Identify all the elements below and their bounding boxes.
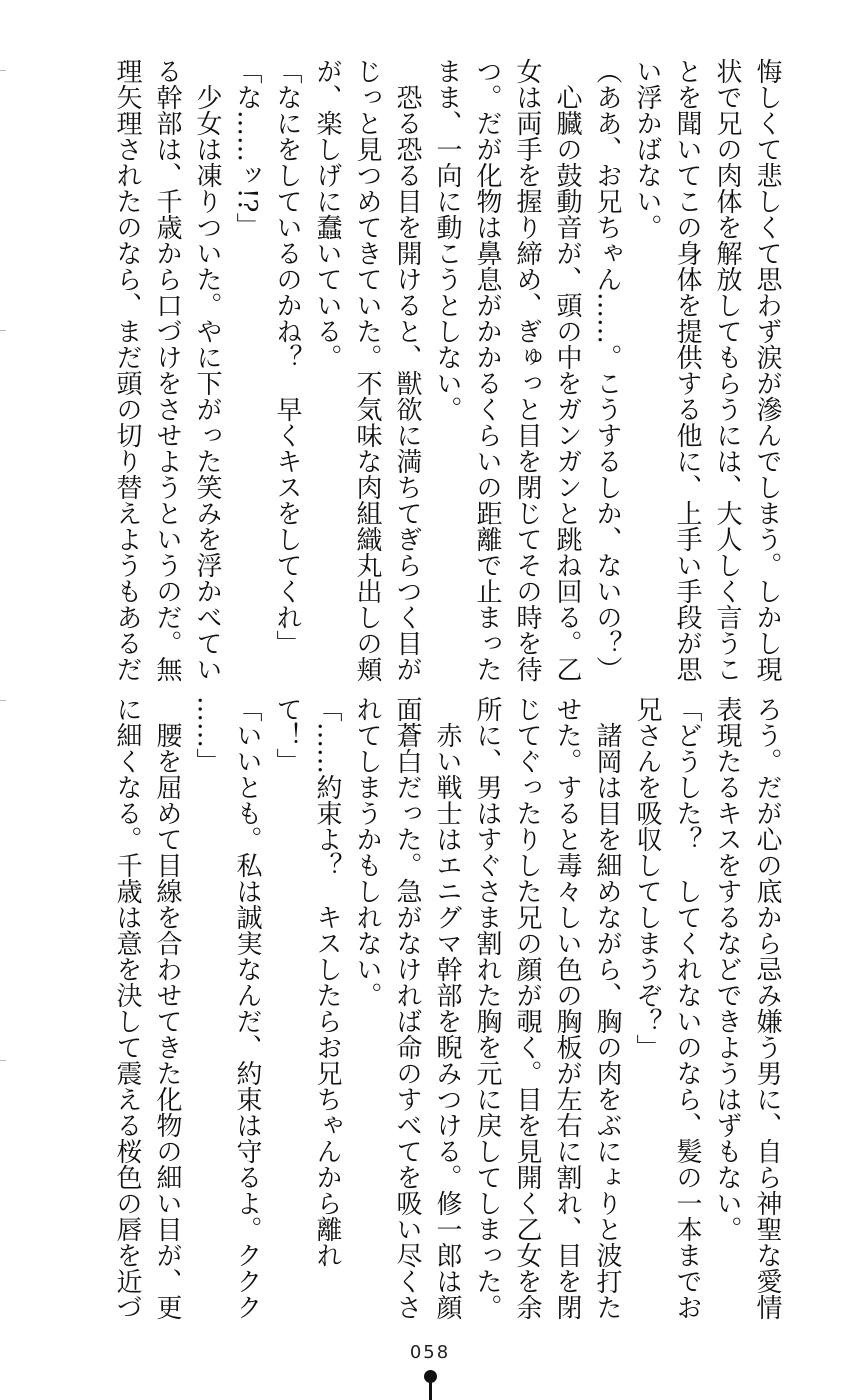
text-line: 腰を屈めて目線を合わせてきた化物の細い目が、更 xyxy=(152,696,182,1320)
text-line: 「どうした？ してくれないのなら、髪の一本までお xyxy=(672,696,702,1320)
text-line: 「いいとも。私は誠実なんだ、約束は守るよ。ククク xyxy=(232,696,262,1320)
text-line: ろう。だが心の底から忌み嫌う男に、自ら神聖な愛情 xyxy=(752,696,782,1320)
text-line: 「なにをしているのかね？ 早くキスをしてくれ」 xyxy=(272,58,302,656)
margin-tick xyxy=(0,1060,6,1061)
text-line: 「……約束よ？ キスしたらお兄ちゃんから離れ xyxy=(312,696,342,1268)
text-line: 少女は凍りついた。やに下がった笑みを浮かべてい xyxy=(192,58,222,682)
text-line: 状で兄の肉体を解放してもらうには、大人しく言うこ xyxy=(712,58,742,682)
text-line: 女は両手を握り締め、ぎゅっと目を閉じてその時を待 xyxy=(512,58,542,682)
text-line: 「な……ッ!?」 xyxy=(232,58,262,239)
text-line: に細くなる。千歳は意を決して震える桜色の唇を近づ xyxy=(112,696,142,1320)
text-line: まま、一向に動こうとしない。 xyxy=(432,58,462,422)
text-line: 兄さんを吸収してしまうぞ？」 xyxy=(632,696,662,1060)
text-line: 心臓の鼓動音が、頭の中をガンガンと跳ね回る。乙 xyxy=(552,58,582,682)
text-line: つ。だが化物は鼻息がかかるくらいの距離で止まった xyxy=(472,58,502,682)
text-line: て！」 xyxy=(272,696,302,774)
text-line: 所に、男はすぐさま割れた胸を元に戻してしまった。 xyxy=(472,696,502,1320)
page-number: 058 xyxy=(409,1342,451,1363)
text-line: い浮かばない。 xyxy=(632,58,662,240)
text-line: 諸岡は目を細めながら、胸の肉をぶにょりと波打た xyxy=(592,696,622,1320)
margin-tick xyxy=(0,700,6,701)
text-line: （ああ、お兄ちゃん……。こうするしか、ないの？） xyxy=(592,58,622,682)
text-line: じっと見つめてきていた。不気味な肉組織丸出しの頬 xyxy=(352,58,382,682)
text-line: せた。すると毒々しい色の胸板が左右に割れ、目を閉 xyxy=(552,696,582,1320)
text-line: 赤い戦士はエニグマ幹部を睨みつける。修一郎は顔 xyxy=(432,696,462,1320)
text-line: とを聞いてこの身体を提供する他に、上手い手段が思 xyxy=(672,58,702,682)
text-block-bottom xyxy=(107,696,787,1336)
text-line: る幹部は、千歳から口づけをさせようというのだ。無 xyxy=(152,58,182,682)
text-line: 悔しくて悲しくて思わず涙が滲んでしまう。しかし現 xyxy=(752,58,782,682)
text-line: れてしまうかもしれない。 xyxy=(352,696,382,1008)
text-line: 理矢理されたのなら、まだ頭の切り替えようもあるだ xyxy=(112,58,142,682)
margin-tick xyxy=(0,70,6,71)
text-block-top xyxy=(107,58,787,698)
margin-tick xyxy=(0,330,6,331)
page-marker-stem xyxy=(429,1380,432,1400)
text-line: 面蒼白だった。急がなければ命のすべてを吸い尽くさ xyxy=(392,696,422,1320)
text-line: じてぐったりした兄の顔が覗く。目を見開く乙女を余 xyxy=(512,696,542,1320)
text-line: ……」 xyxy=(192,696,222,774)
text-line: が、楽しげに蠢いている。 xyxy=(312,58,342,370)
text-line: 表現たるキスをするなどできようはずもない。 xyxy=(712,696,742,1242)
text-line: 恐る恐る目を開けると、獣欲に満ちてぎらつく目が xyxy=(392,58,422,682)
